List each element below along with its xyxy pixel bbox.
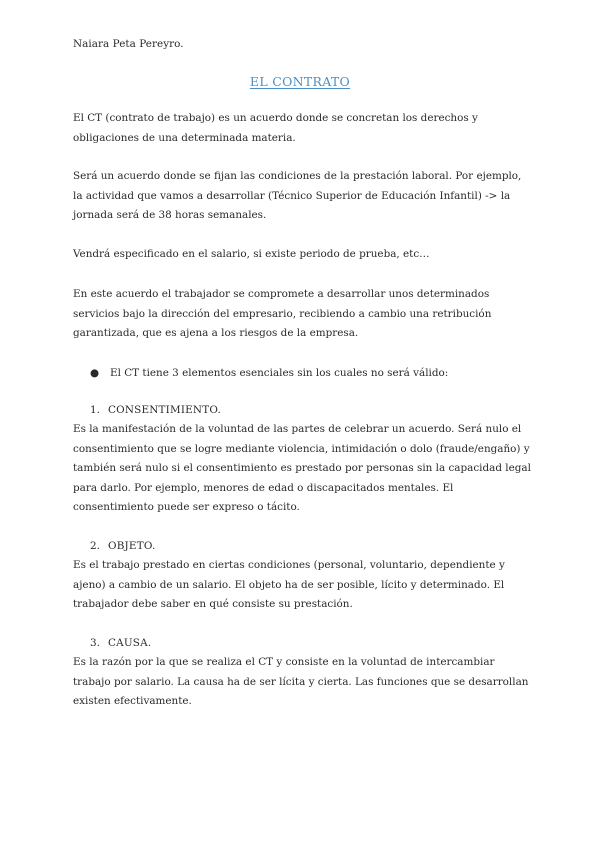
bullet-item	[90, 364, 448, 384]
author-name: Naiara Peta Pereyro.	[73, 38, 184, 50]
section-heading-objeto	[90, 537, 155, 557]
section-number: 2.	[90, 540, 100, 552]
section-number: 1.	[90, 404, 100, 416]
section-body-consentimiento: Es la manifestación de la voluntad de las partes de celebrar un acuerdo. Será nulo el consentimiento que se logre mediante violencia, intimidación o dolo (fraude/engaño) y también será nulo si el consentimiento es prestado por personas sin la capacidad legal para darlo. Por ejemplo, menores de edad o discapacitados mentales. El consentimiento puede ser expreso o tácito.	[73, 423, 531, 513]
section-body-causa: Es la razón por la que se realiza el CT y consiste en la voluntad de intercambiar trabajo por salario. La causa ha de ser lícita y cierta. Las funciones que se desarrollan existen efectivamente.	[73, 656, 529, 707]
paragraph-commitment: En este acuerdo el trabajador se compromete a desarrollar unos determinados servicios bajo la dirección del empresario, recibiendo a cambio una retribución garantizada, que es ajena a los riesgos de la empresa.	[73, 288, 492, 339]
section-title: OBJETO.	[108, 540, 156, 552]
bullet-text: El CT tiene 3 elementos esenciales sin los cuales no será válido:	[110, 367, 449, 379]
section-heading-causa	[90, 634, 151, 654]
paragraph-salary: Vendrá especificado en el salario, si existe periodo de prueba, etc…	[73, 248, 430, 260]
section-body-objeto: Es el trabajo prestado en ciertas condiciones (personal, voluntario, dependiente y ajeno) a cambio de un salario. El objeto ha de ser posible, lícito y determinado. El trabajador debe saber en qué consiste su prestación.	[73, 559, 505, 610]
paragraph-conditions: Será un acuerdo donde se fijan las condiciones de la prestación laboral. Por ejemplo, la actividad que vamos a desarrollar (Técnico Superior de Educación Infantil) -> la jornada será de 38 horas semanales.	[73, 170, 522, 221]
section-title: CONSENTIMIENTO.	[108, 404, 221, 416]
section-heading-consentimiento	[90, 401, 221, 421]
document-title: EL CONTRATO	[249, 74, 351, 89]
bullet-icon: ●	[90, 367, 100, 379]
paragraph-definition: El CT (contrato de trabajo) es un acuerdo donde se concretan los derechos y obligaciones de una determinada materia.	[73, 112, 478, 144]
section-title: CAUSA.	[108, 637, 152, 649]
section-number: 3.	[90, 637, 100, 649]
